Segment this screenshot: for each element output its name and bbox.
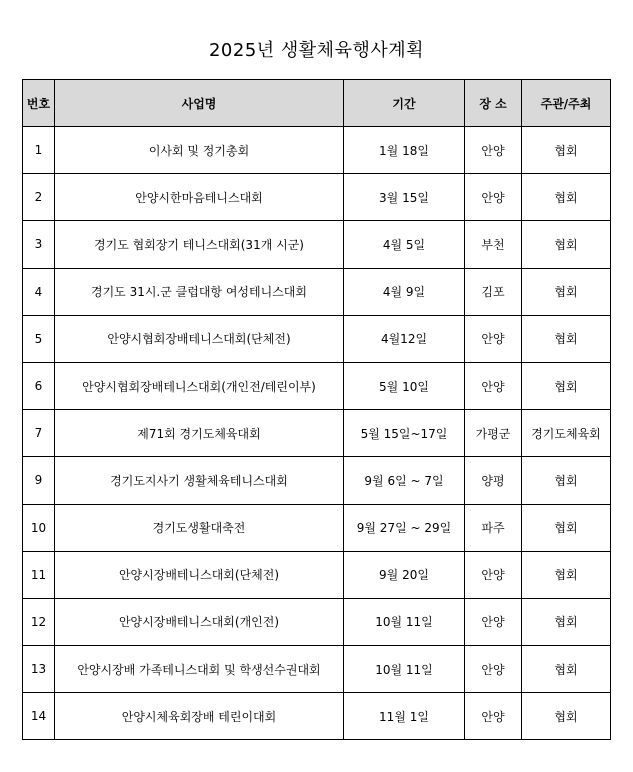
cell-no: 7	[23, 410, 55, 457]
table-row	[23, 504, 611, 551]
cell-period: 4월 9일	[344, 268, 465, 315]
cell-place: 안양	[465, 693, 522, 740]
cell-period: 10월 11일	[344, 598, 465, 645]
cell-no: 10	[23, 504, 55, 551]
page-title: 2025년 생활체육행사계획	[208, 40, 425, 61]
cell-name: 안양시협회장배테니스대회(단체전)	[55, 315, 344, 362]
cell-period: 3월 15일	[344, 174, 465, 221]
header-place: 장 소	[465, 80, 522, 127]
cell-organizer: 경기도체육회	[522, 410, 611, 457]
cell-place: 안양	[465, 362, 522, 409]
header-name: 사업명	[55, 80, 344, 127]
cell-no: 1	[23, 127, 55, 174]
table-row	[23, 646, 611, 693]
cell-period: 1월 18일	[344, 127, 465, 174]
cell-organizer: 협회	[522, 127, 611, 174]
cell-name: 안양시장배테니스대회(단체전)	[55, 551, 344, 598]
table-row	[23, 693, 611, 740]
table-row	[23, 221, 611, 268]
table-row	[23, 410, 611, 457]
cell-period: 5월 15일~17일	[344, 410, 465, 457]
cell-organizer: 협회	[522, 362, 611, 409]
cell-organizer: 협회	[522, 551, 611, 598]
cell-organizer: 협회	[522, 504, 611, 551]
cell-no: 14	[23, 693, 55, 740]
cell-period: 9월 20일	[344, 551, 465, 598]
table-row	[23, 315, 611, 362]
cell-no: 4	[23, 268, 55, 315]
cell-place: 부천	[465, 221, 522, 268]
cell-place: 가평군	[465, 410, 522, 457]
cell-place: 양평	[465, 457, 522, 504]
cell-name: 안양시장배 가족테니스대회 및 학생선수권대회	[55, 646, 344, 693]
cell-period: 4월 5일	[344, 221, 465, 268]
cell-name: 안양시협회장배테니스대회(개인전/테린이부)	[55, 362, 344, 409]
cell-name: 안양시한마음테니스대회	[55, 174, 344, 221]
header-period: 기간	[344, 80, 465, 127]
cell-no: 11	[23, 551, 55, 598]
cell-no: 13	[23, 646, 55, 693]
table-row	[23, 551, 611, 598]
event-schedule-table	[22, 79, 611, 740]
cell-name: 경기도지사기 생활체육테니스대회	[55, 457, 344, 504]
cell-period: 11월 1일	[344, 693, 465, 740]
table-row	[23, 127, 611, 174]
cell-no: 3	[23, 221, 55, 268]
cell-organizer: 협회	[522, 598, 611, 645]
header-organizer: 주관/주최	[522, 80, 611, 127]
cell-no: 5	[23, 315, 55, 362]
cell-organizer: 협회	[522, 457, 611, 504]
cell-place: 안양	[465, 551, 522, 598]
cell-no: 12	[23, 598, 55, 645]
cell-name: 안양시체육회장배 테린이대회	[55, 693, 344, 740]
cell-place: 안양	[465, 315, 522, 362]
cell-name: 이사회 및 정기총회	[55, 127, 344, 174]
cell-place: 안양	[465, 598, 522, 645]
cell-name: 경기도생활대축전	[55, 504, 344, 551]
cell-no: 2	[23, 174, 55, 221]
cell-name: 안양시장배테니스대회(개인전)	[55, 598, 344, 645]
cell-organizer: 협회	[522, 693, 611, 740]
cell-name: 경기도 31시.군 클럽대항 여성테니스대회	[55, 268, 344, 315]
cell-period: 9월 6일 ~ 7일	[344, 457, 465, 504]
table-row	[23, 174, 611, 221]
table-row	[23, 362, 611, 409]
table-header-row	[23, 80, 611, 127]
cell-name: 제71회 경기도체육대회	[55, 410, 344, 457]
cell-period: 9월 27일 ~ 29일	[344, 504, 465, 551]
cell-place: 안양	[465, 646, 522, 693]
cell-no: 9	[23, 457, 55, 504]
cell-period: 5월 10일	[344, 362, 465, 409]
cell-organizer: 협회	[522, 268, 611, 315]
cell-place: 안양	[465, 174, 522, 221]
table-row	[23, 457, 611, 504]
cell-place: 김포	[465, 268, 522, 315]
cell-period: 4월12일	[344, 315, 465, 362]
cell-organizer: 협회	[522, 174, 611, 221]
table-row	[23, 598, 611, 645]
cell-organizer: 협회	[522, 646, 611, 693]
cell-organizer: 협회	[522, 221, 611, 268]
cell-organizer: 협회	[522, 315, 611, 362]
cell-no: 6	[23, 362, 55, 409]
table-row	[23, 268, 611, 315]
cell-place: 파주	[465, 504, 522, 551]
cell-name: 경기도 협회장기 테니스대회(31개 시군)	[55, 221, 344, 268]
cell-place: 안양	[465, 127, 522, 174]
cell-period: 10월 11일	[344, 646, 465, 693]
header-no: 번호	[23, 80, 55, 127]
